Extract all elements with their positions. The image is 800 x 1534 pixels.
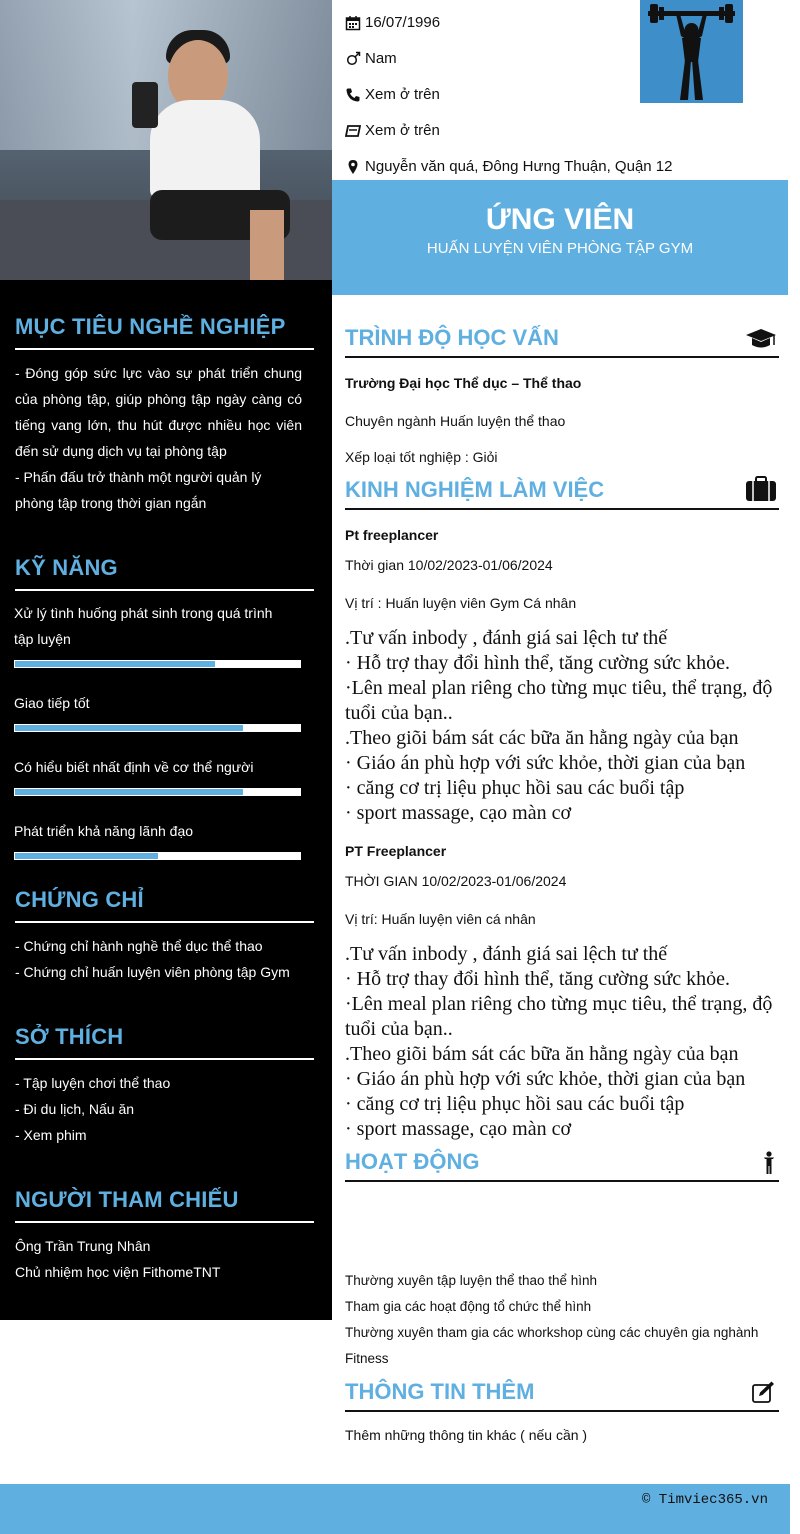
additional-section [345, 1376, 779, 1412]
objective-section [15, 312, 314, 516]
job-position: Vị trí: Huấn luyện viên cá nhân [345, 911, 536, 927]
email-icon [345, 123, 361, 139]
skill-bar-fill [15, 725, 243, 731]
job-detail-line: .Theo giõi bám sát các bữa ăn hằng ngày của bạn [345, 1043, 739, 1065]
job-detail-line: .Tư vấn inbody , đánh giá sai lệch tư thế [345, 627, 668, 649]
hobby-item: - Tập luyện chơi thể thao [15, 1075, 171, 1091]
skill-bar [14, 852, 301, 860]
hobby-item: - Đi du lịch, Nấu ăn [15, 1101, 135, 1117]
job-details [345, 942, 775, 1142]
candidate-name: ỨNG VIÊN [485, 203, 635, 236]
education-title: TRÌNH ĐỘ HỌC VẤN [345, 325, 559, 350]
job-time: Thời gian 10/02/2023-01/06/2024 [345, 557, 553, 573]
hobbies-section [15, 1022, 314, 1148]
job-detail-line: · sport massage, cạo màn cơ [345, 1118, 572, 1140]
skill-bar [14, 660, 301, 668]
job-detail-line: · Hỗ trợ thay đổi hình thể, tăng cường sức khỏe. [345, 968, 730, 990]
skill-bar-fill [15, 661, 215, 667]
references-title: NGƯỜI THAM CHIẾU [15, 1185, 314, 1223]
activities-section [345, 1146, 779, 1182]
map-marker-icon [345, 159, 361, 175]
references-section [15, 1185, 314, 1285]
activity-item: Tham gia các hoạt động tổ chức thể hình [345, 1299, 592, 1314]
additional-text: Thêm những thông tin khác ( nếu cần ) [345, 1427, 588, 1443]
skill-bar [14, 724, 301, 732]
job-details [345, 626, 775, 826]
objective-line: - Đóng góp sức lực vào sự phát triển chung của phòng tập, giúp phòng tập ngày càng có tiếng vang lớn, thu hút được nhiều học viên đến sử dụng dịch vụ tại phòng tập [15, 365, 302, 459]
activities-title: HOẠT ĐỘNG [345, 1149, 480, 1174]
reference-item: Chủ nhiệm học viện FithomeTNT [15, 1264, 221, 1280]
job-detail-line: · căng cơ trị liệu phục hồi sau các buổi tập [345, 1093, 685, 1115]
person-icon [745, 1150, 777, 1176]
skill-bar-fill [15, 789, 243, 795]
experience-section [345, 474, 779, 510]
additional-title: THÔNG TIN THÊM [345, 1379, 535, 1404]
hobby-item: - Xem phim [15, 1127, 87, 1143]
skill-item: Giao tiếp tốt [14, 690, 301, 716]
objective-title: MỤC TIÊU NGHỀ NGHIỆP [15, 312, 314, 350]
activity-item: Thường xuyên tập luyện thể thao thể hình [345, 1273, 598, 1288]
job-time: THỜI GIAN 10/02/2023-01/06/2024 [345, 873, 567, 889]
job-detail-line: ·Lên meal plan riêng cho từng mục tiêu, thể trạng, độ tuổi của bạn.. [345, 993, 773, 1040]
skills-title: KỸ NĂNG [15, 553, 314, 591]
job-detail-line: .Theo giõi bám sát các bữa ăn hằng ngày của bạn [345, 727, 739, 749]
graduation-cap-icon [745, 326, 777, 352]
objective-line: - Phấn đấu trở thành một người quản lý phòng tập trong thời gian ngắn [15, 469, 262, 511]
skill-item: Có hiểu biết nhất định về cơ thể người [14, 754, 301, 780]
job-detail-line: ·Lên meal plan riêng cho từng mục tiêu, thể trạng, độ tuổi của bạn.. [345, 677, 773, 724]
calendar-icon [345, 15, 361, 31]
hobbies-title: SỞ THÍCH [15, 1022, 314, 1060]
job-company: PT Freeplancer [345, 843, 447, 859]
edit-icon [745, 1380, 777, 1406]
gender-icon [345, 51, 361, 67]
skill-bar [14, 788, 301, 796]
certificates-section [15, 885, 314, 985]
education-section [345, 322, 779, 358]
job-company: Pt freeplancer [345, 527, 439, 543]
skills-section [15, 553, 314, 591]
left-sidebar [0, 280, 332, 1320]
job-detail-line: · Giáo án phù hợp với sức khỏe, thời gian của bạn [345, 1068, 746, 1090]
education-school: Trường Đại học Thể dục – Thể thao [345, 375, 582, 391]
education-grade: Xếp loại tốt nghiệp : Giỏi [345, 449, 498, 465]
job-detail-line: .Tư vấn inbody , đánh giá sai lệch tư thế [345, 943, 668, 965]
candidate-role: HUẤN LUYỆN VIÊN PHÒNG TẬP GYM [426, 240, 694, 257]
candidate-photo [0, 0, 332, 280]
education-major: Chuyên ngành Huấn luyện thể thao [345, 413, 566, 429]
certificate-item: - Chứng chỉ huấn luyện viên phòng tập Gym [15, 964, 290, 980]
briefcase-icon [745, 476, 777, 502]
footer-copyright: © Timviec365.vn [641, 1492, 768, 1508]
weightlifter-icon [640, 0, 743, 103]
footer [0, 1484, 790, 1534]
reference-item: Ông Trần Trung Nhân [15, 1238, 151, 1254]
skill-bar-fill [15, 853, 158, 859]
skill-item: Xử lý tình huống phát sinh trong quá trình tập luyện [14, 600, 301, 652]
phone-icon [345, 87, 361, 103]
job-detail-line: · căng cơ trị liệu phục hồi sau các buổi tập [345, 777, 685, 799]
experience-title: KINH NGHIỆM LÀM VIỆC [345, 477, 605, 502]
certificates-title: CHỨNG CHỈ [15, 885, 314, 923]
job-detail-line: · Giáo án phù hợp với sức khỏe, thời gian của bạn [345, 752, 746, 774]
certificate-item: - Chứng chỉ hành nghề thể dục thể thao [15, 938, 263, 954]
job-position: Vị trí : Huấn luyện viên Gym Cá nhân [345, 595, 577, 611]
candidate-banner [332, 180, 788, 295]
job-detail-line: · Hỗ trợ thay đổi hình thể, tăng cường sức khỏe. [345, 652, 730, 674]
job-detail-line: · sport massage, cạo màn cơ [345, 802, 572, 824]
weightlifter-logo [640, 0, 743, 103]
activity-item: Thường xuyên tham gia các whorkshop cùng các chuyên gia nghành Fitness [345, 1325, 759, 1366]
skill-item: Phát triển khả năng lãnh đạo [14, 818, 301, 844]
